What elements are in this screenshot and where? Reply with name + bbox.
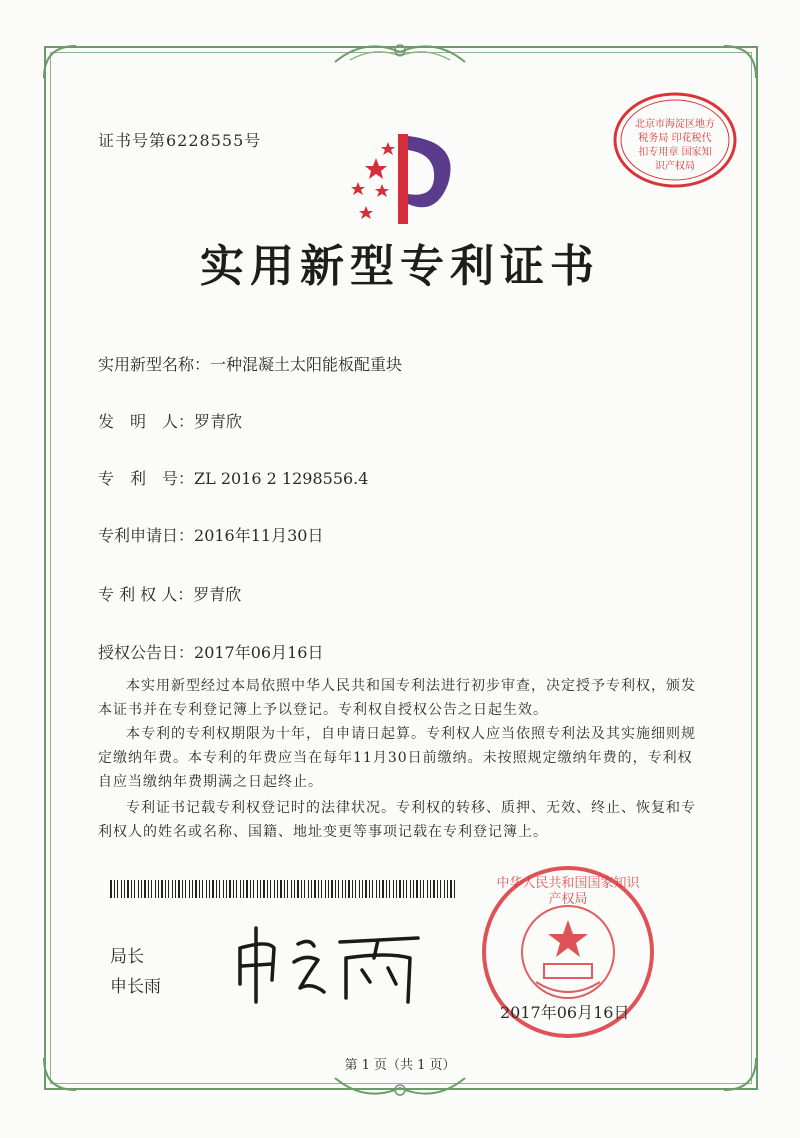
field-utility-model-name xyxy=(98,352,402,375)
director-name: 申长雨 xyxy=(110,977,161,997)
barcode-bar xyxy=(219,880,220,898)
barcode-bar xyxy=(240,880,241,898)
barcode-bar xyxy=(311,880,312,898)
barcode-bar xyxy=(331,880,333,898)
field-patentee xyxy=(98,582,241,605)
barcode-bar xyxy=(416,880,418,898)
barcode-bar xyxy=(131,880,132,898)
barcode-bar xyxy=(369,880,370,898)
barcode-bar xyxy=(454,880,455,898)
barcode-bar xyxy=(260,880,261,898)
barcode-bar xyxy=(427,880,428,898)
barcode-bar xyxy=(212,880,214,898)
barcode-bar xyxy=(155,880,156,898)
tax-stamp-text: 北京市海淀区地方税务局 印花税代扣专用章 国家知识产权局 xyxy=(635,119,715,172)
field-inventor xyxy=(98,409,242,432)
barcode-bar xyxy=(379,880,380,898)
barcode-bar xyxy=(158,880,159,898)
barcode-bar xyxy=(216,880,217,898)
seal-text: 中华人民共和国国家知识产权局 xyxy=(496,876,640,907)
field-value: 罗青欣 xyxy=(193,585,242,604)
barcode-bar xyxy=(308,880,309,898)
barcode-bar xyxy=(389,880,390,898)
field-label: 发 明 人： xyxy=(98,412,195,431)
field-label: 授权公告日： xyxy=(98,643,195,662)
barcode-bar xyxy=(151,880,152,898)
barcode-bar xyxy=(406,880,407,898)
barcode-bar xyxy=(365,880,367,898)
barcode-bar xyxy=(328,880,329,898)
field-label: 专 利 号： xyxy=(98,469,195,488)
barcode-bar xyxy=(304,880,305,898)
barcode-bar xyxy=(352,880,353,898)
body-paragraph: 本专利的专利权期限为十年，自申请日起算。专利权人应当依照专利法及其实施细则规定缴纳年费。本专利的年费应当在每年11月30日前缴纳。未按照规定缴纳年费的，专利权自应当缴纳年费期满之日起终止。 xyxy=(98,726,696,790)
barcode-bar xyxy=(182,880,183,898)
field-value: 2017年06月16日 xyxy=(194,643,324,662)
barcode-bar xyxy=(124,880,125,898)
barcode-bar xyxy=(348,880,350,898)
barcode-bar xyxy=(284,880,285,898)
corner-ornament xyxy=(720,42,760,82)
barcode-bar xyxy=(246,880,248,898)
barcode-bar xyxy=(314,880,316,898)
field-value: 罗青欣 xyxy=(194,412,243,431)
barcode-bar xyxy=(342,880,343,898)
barcode-bar xyxy=(277,880,278,898)
barcode-bar xyxy=(318,880,319,898)
barcode-bar xyxy=(413,880,414,898)
field-value: ZL 2016 2 1298556.4 xyxy=(194,469,369,488)
barcode-bar xyxy=(168,880,169,898)
barcode-bar xyxy=(185,880,186,898)
barcode-bar xyxy=(382,880,384,898)
certificate-number: 证书号第6228555号 xyxy=(98,131,262,150)
certificate-title: 实用新型专利证书 xyxy=(200,241,600,292)
barcode-bar xyxy=(450,880,452,898)
barcode-bar xyxy=(437,880,438,898)
barcode-bar xyxy=(202,880,203,898)
barcode-bar xyxy=(209,880,210,898)
barcode-bar xyxy=(229,880,231,898)
barcode-bar xyxy=(172,880,173,898)
director-title: 局长 xyxy=(110,947,144,967)
barcode-bar xyxy=(321,880,322,898)
barcode-bar xyxy=(280,880,282,898)
barcode-bar xyxy=(226,880,227,898)
field-label: 专利申请日： xyxy=(98,526,195,545)
barcode-bar xyxy=(121,880,122,898)
barcode-bar xyxy=(192,880,193,898)
barcode-bar xyxy=(376,880,377,898)
barcode-bar xyxy=(440,880,441,898)
barcode-bar xyxy=(287,880,288,898)
barcode-bar xyxy=(420,880,421,898)
barcode-bar xyxy=(270,880,271,898)
barcode-bar xyxy=(325,880,326,898)
barcode-bar xyxy=(189,880,190,898)
barcode-bar xyxy=(393,880,394,898)
barcode-bar xyxy=(372,880,373,898)
barcode-bar xyxy=(138,880,139,898)
barcode-bar xyxy=(345,880,346,898)
seal-date: 2017年06月16日 xyxy=(500,1003,630,1022)
body-paragraph: 本实用新型经过本局依照中华人民共和国专利法进行初步审查，决定授予专利权，颁发本证书并在专利登记簿上予以登记。专利权自授权公告之日起生效。 xyxy=(98,678,696,718)
body-paragraph: 专利证书记载专利权登记时的法律状况。专利权的转移、质押、无效、终止、恢复和专利权人的姓名或名称、国籍、地址变更等事项记载在专利登记簿上。 xyxy=(98,800,696,840)
barcode-bar xyxy=(134,880,135,898)
barcode-bar xyxy=(444,880,445,898)
barcode-bar xyxy=(399,880,401,898)
barcode-bar xyxy=(250,880,251,898)
barcode xyxy=(110,880,455,898)
barcode-bar xyxy=(263,880,265,898)
barcode-bar xyxy=(294,880,295,898)
barcode-bar xyxy=(430,880,431,898)
barcode-bar xyxy=(301,880,302,898)
patent-office-logo xyxy=(336,124,466,234)
barcode-bar xyxy=(355,880,356,898)
barcode-bar xyxy=(291,880,292,898)
field-value: 一种混凝土太阳能板配重块 xyxy=(210,355,403,374)
field-value: 2016年11月30日 xyxy=(194,526,324,545)
barcode-bar xyxy=(362,880,363,898)
corner-ornament xyxy=(40,42,80,82)
director-signature xyxy=(228,918,428,1008)
barcode-bar xyxy=(206,880,207,898)
barcode-bar xyxy=(297,880,299,898)
barcode-bar xyxy=(274,880,275,898)
barcode-bar xyxy=(423,880,424,898)
barcode-bar xyxy=(236,880,237,898)
barcode-bar xyxy=(447,880,448,898)
barcode-bar xyxy=(144,880,146,898)
barcode-bar xyxy=(267,880,268,898)
field-application-date xyxy=(98,523,323,546)
barcode-bar xyxy=(195,880,197,898)
barcode-bar xyxy=(403,880,404,898)
field-label: 实用新型名称： xyxy=(98,355,211,374)
field-patent-number xyxy=(98,466,368,489)
page-footer: 第 1 页（共 1 页） xyxy=(344,1058,456,1073)
barcode-bar xyxy=(243,880,244,898)
field-grant-date xyxy=(98,640,323,663)
barcode-bar xyxy=(110,880,112,898)
barcode-bar xyxy=(117,880,118,898)
barcode-bar xyxy=(127,880,129,898)
barcode-bar xyxy=(178,880,180,898)
barcode-bar xyxy=(165,880,166,898)
barcode-bar xyxy=(338,880,339,898)
barcode-bar xyxy=(396,880,397,898)
barcode-bar xyxy=(141,880,142,898)
barcode-bar xyxy=(114,880,115,898)
barcode-bar xyxy=(199,880,200,898)
barcode-bar xyxy=(433,880,435,898)
barcode-bar xyxy=(359,880,360,898)
barcode-bar xyxy=(233,880,234,898)
barcode-bar xyxy=(223,880,224,898)
field-label: 专 利 权 人： xyxy=(98,585,194,604)
barcode-bar xyxy=(335,880,336,898)
barcode-bar xyxy=(410,880,411,898)
top-ornament xyxy=(330,32,470,72)
barcode-bar xyxy=(257,880,258,898)
bottom-ornament xyxy=(330,1068,470,1108)
barcode-bar xyxy=(175,880,176,898)
barcode-bar xyxy=(148,880,149,898)
barcode-bar xyxy=(253,880,254,898)
barcode-bar xyxy=(386,880,387,898)
barcode-bar xyxy=(161,880,163,898)
